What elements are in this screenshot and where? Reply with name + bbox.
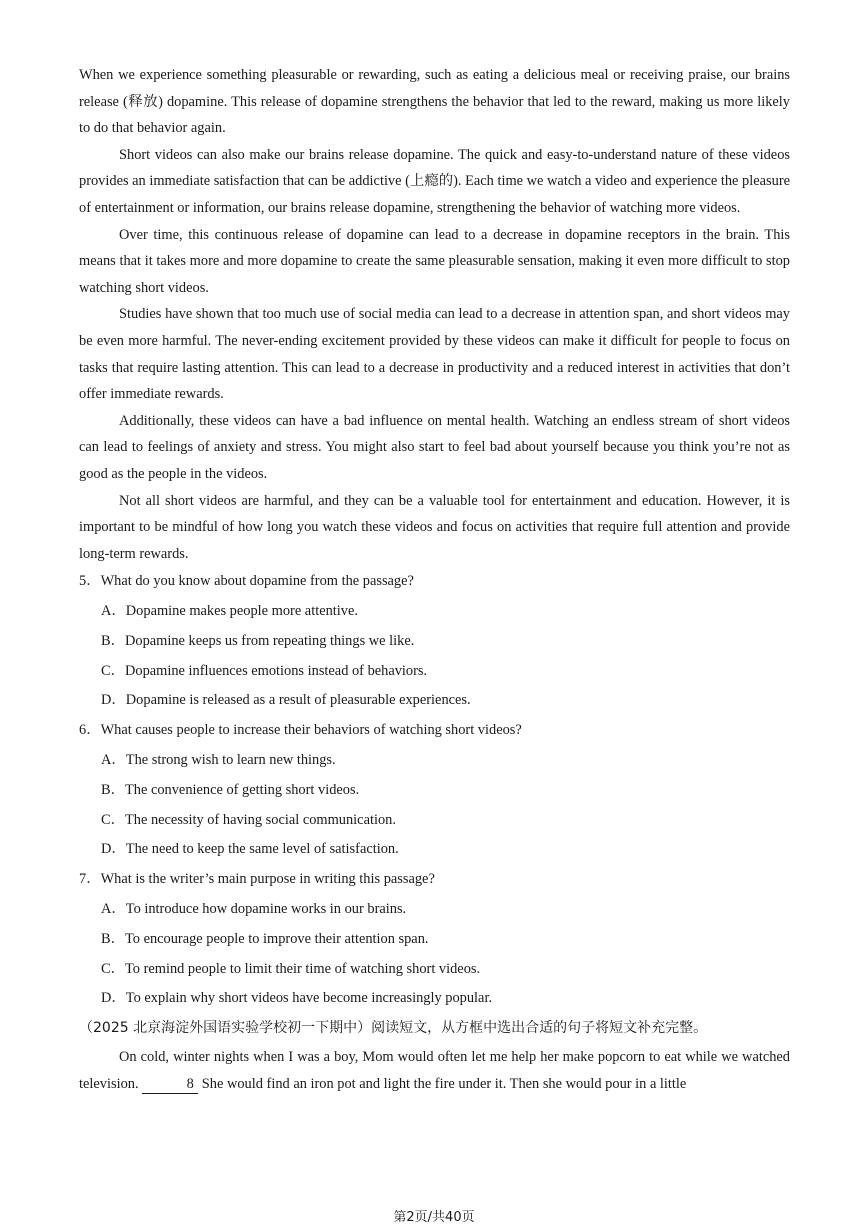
- passage-paragraph-6: Not all short videos are harmful, and they can be a valuable tool for entertainment and education. However, it is important to be mindful of how long you watch these videos and focus on activities that require full attention and provide long-term rewards.: [79, 492, 790, 562]
- option-c: C．The necessity of having social communication.: [101, 811, 396, 828]
- question-5: [79, 567, 790, 716]
- passage-paragraph-3: Over time, this continuous release of dopamine can lead to a decrease in dopamine receptors in the brain. This means that it takes more and more dopamine to create the same pleasurable sensation, making it even more difficult to stop watching short videos.: [79, 226, 790, 296]
- paragraph-text-start: On cold, winter nights when I was a boy, Mom would often let me help her make popcorn to eat while we watched television.: [79, 1049, 790, 1092]
- option-a: A．Dopamine makes people more attentive.: [101, 603, 358, 620]
- passage-paragraph-1: When we experience something pleasurable or rewarding, such as eating a delicious meal or receiving praise, our brains release (释放) dopamine. This release of dopamine strengthens the behavior that led to the reward, making us more likely to do that behavior again.: [79, 67, 790, 137]
- paragraph-text-end: She would find an iron pot and light the fire under it. Then she would pour in a little: [201, 1075, 687, 1092]
- option-c: C．To remind people to limit their time of watching short videos.: [101, 960, 481, 977]
- question-stem: 6．What causes people to increase their behaviors of watching short videos?: [79, 722, 522, 739]
- question-stem: 7．What is the writer’s main purpose in writing this passage?: [79, 871, 435, 888]
- option-d: D．Dopamine is released as a result of pleasurable experiences.: [101, 692, 471, 709]
- question-7: [79, 865, 790, 1014]
- option-b: B．To encourage people to improve their attention span.: [101, 930, 429, 947]
- passage-paragraph-4: Studies have shown that too much use of social media can lead to a decrease in attention span, and short videos may be even more harmful. The never-ending excitement provided by these videos can make it difficult for people to focus on tasks that require lasting attention. This can lead to a decrease in productivity and a reduced interest in activities that don’t offer immediate rewards.: [79, 306, 790, 403]
- question-stem: 5．What do you know about dopamine from the passage?: [79, 573, 414, 590]
- option-d: D．To explain why short videos have become increasingly popular.: [101, 990, 493, 1007]
- question-6: [79, 716, 790, 865]
- option-a: A．To introduce how dopamine works in our brains.: [101, 901, 407, 918]
- page-footer: 第2页/共40页: [393, 1210, 475, 1225]
- option-a: A．The strong wish to learn new things.: [101, 752, 336, 769]
- option-b: B．Dopamine keeps us from repeating things we like.: [101, 632, 415, 649]
- section2-paragraph: [79, 1044, 790, 1097]
- option-c: C．Dopamine influences emotions instead of behaviors.: [101, 662, 428, 679]
- blank-8[interactable]: 8: [142, 1075, 198, 1094]
- option-b: B．The convenience of getting short videos.: [101, 781, 360, 798]
- section-heading: （2025 北京海淀外国语实验学校初一下期中）阅读短文，从方框中选出合适的句子将短文补充完整。: [79, 1020, 708, 1037]
- option-d: D．The need to keep the same level of satisfaction.: [101, 841, 399, 858]
- passage-paragraph-5: Additionally, these videos can have a bad influence on mental health. Watching an endless stream of short videos can lead to feelings of anxiety and stress. You might also start to feel bad about yourself because you think you’re not as good as the people in the videos.: [79, 412, 790, 482]
- document-page: [79, 62, 790, 1097]
- passage-paragraph-2: Short videos can also make our brains release dopamine. The quick and easy-to-understand nature of these videos provides an immediate satisfaction that can be addictive (上瘾的). Each time we watch a video and experience the pleasure of entertainment or information, our brains release dopamine, strengthening the behavior of watching more videos.: [79, 146, 790, 216]
